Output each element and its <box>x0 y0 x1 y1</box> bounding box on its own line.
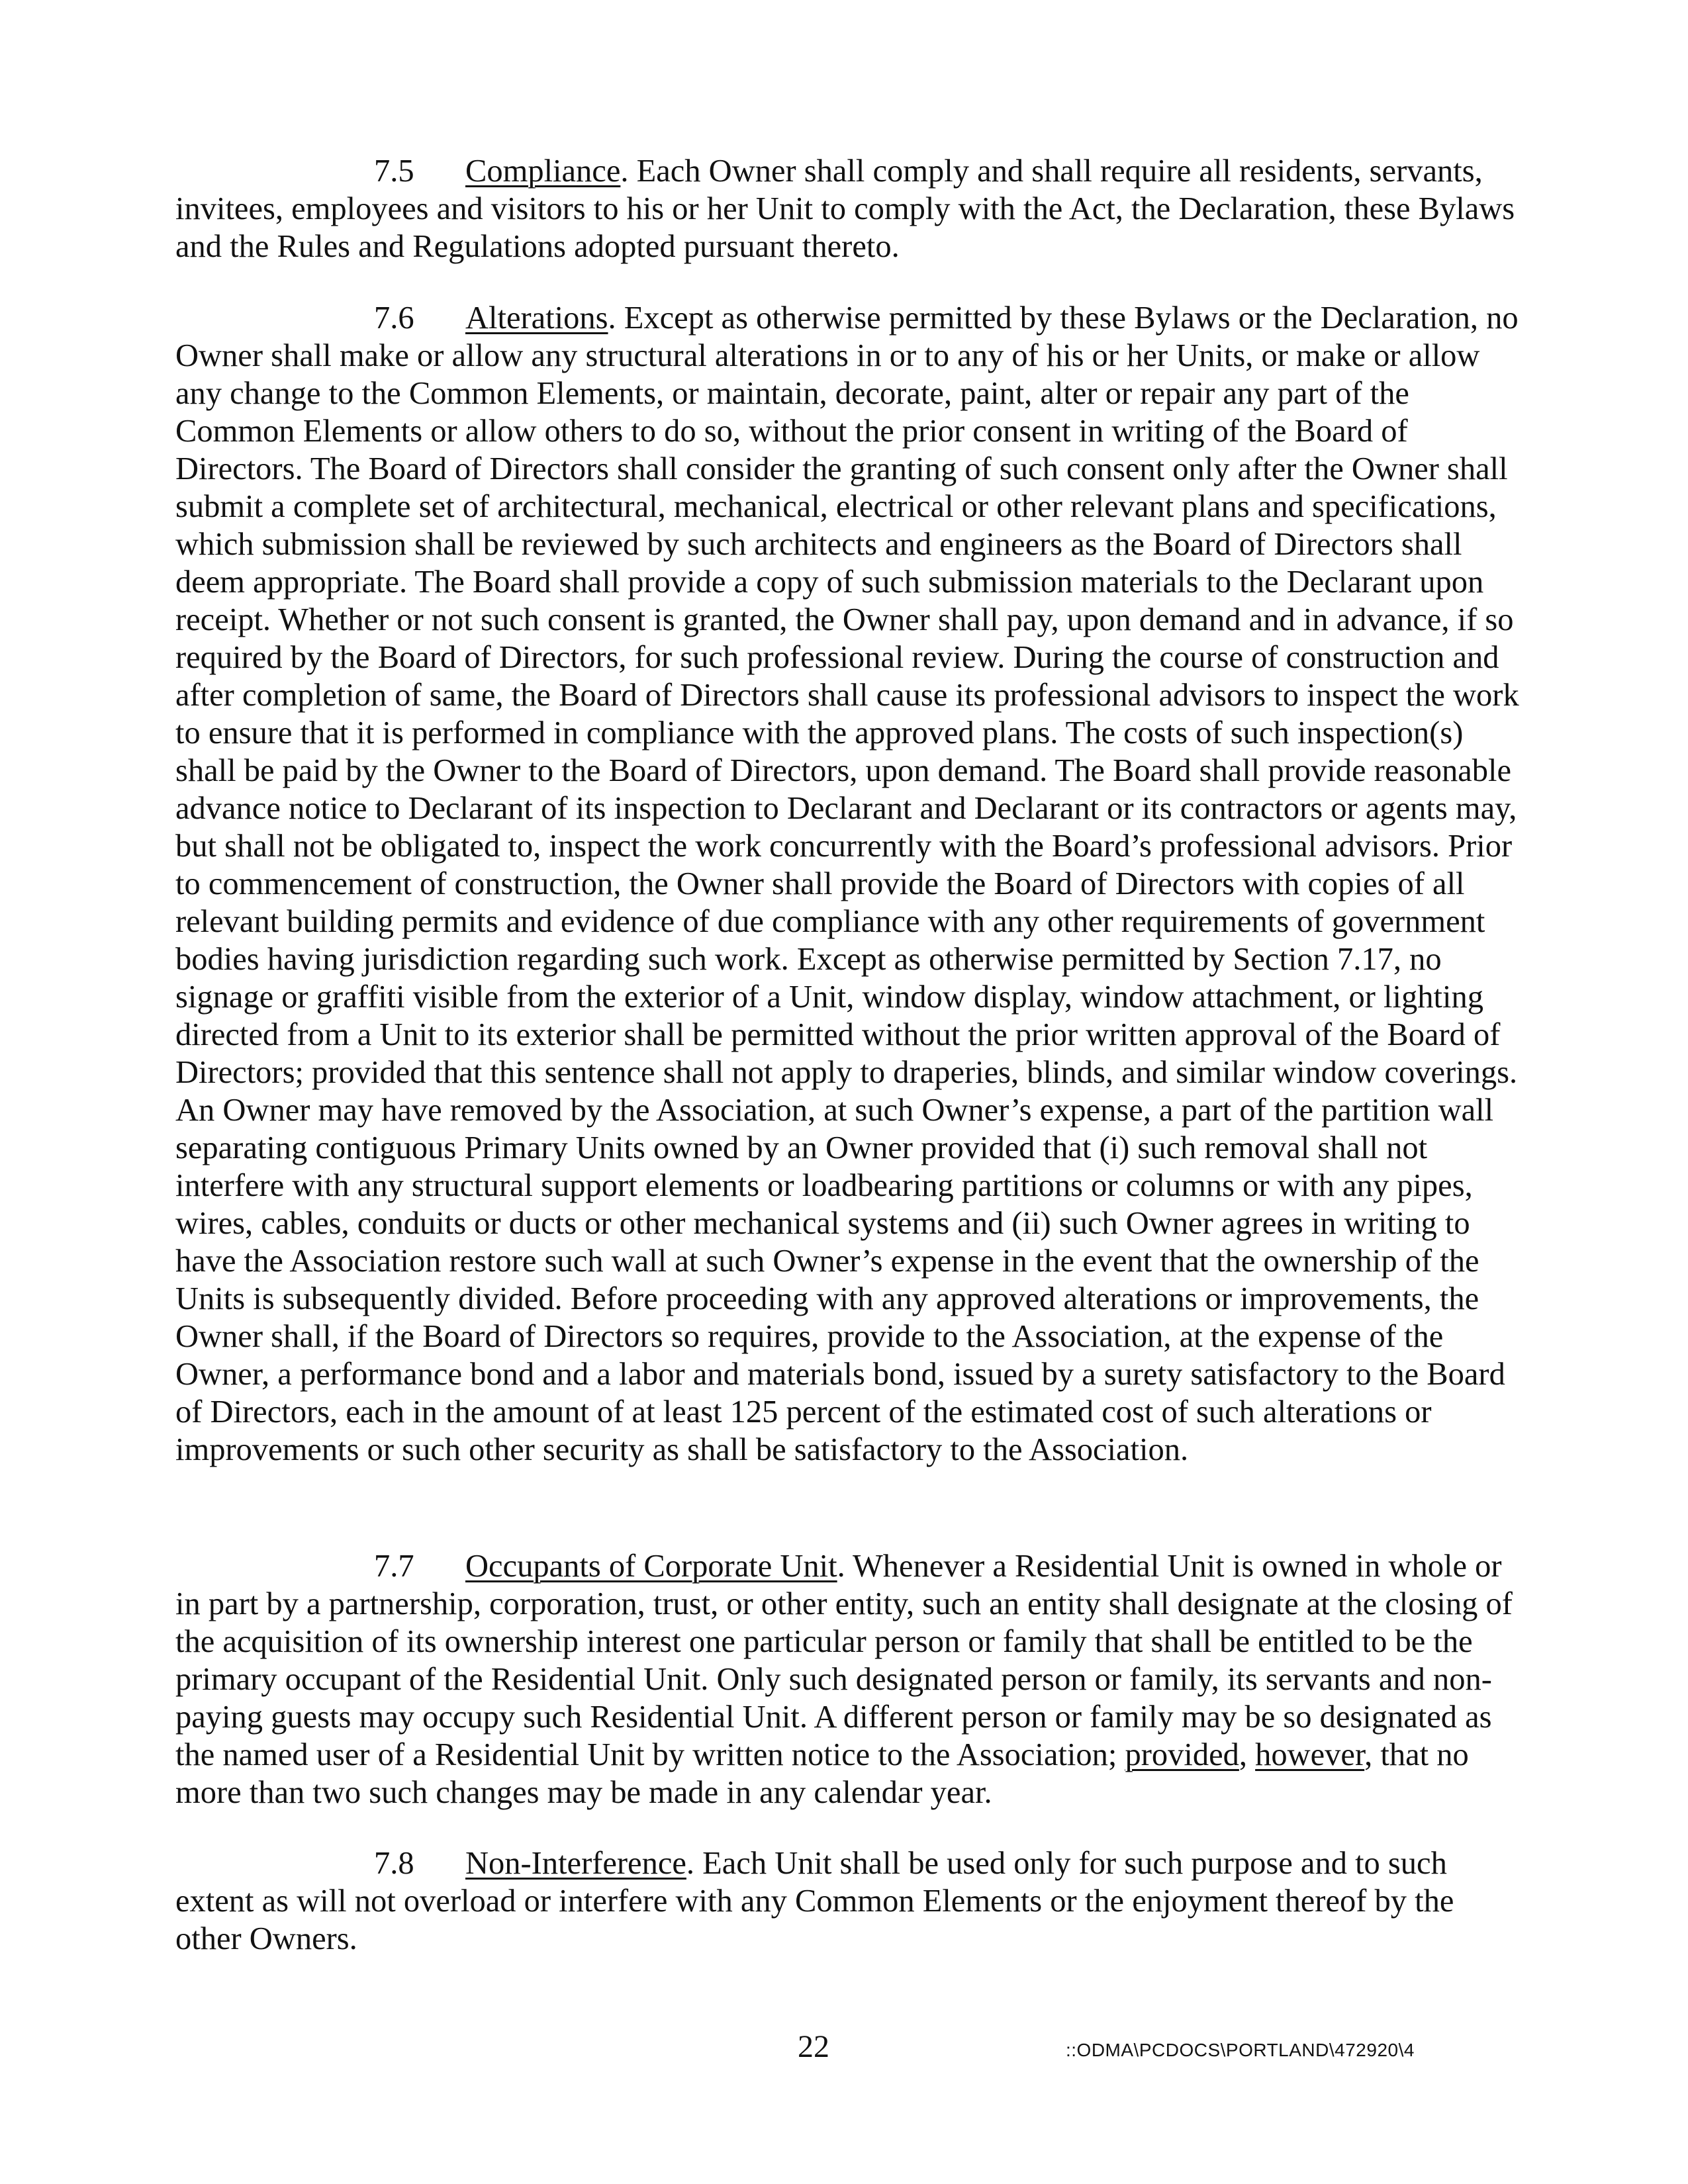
term-however: however <box>1255 1737 1365 1772</box>
section-7-6 <box>175 299 1526 1469</box>
section-text: . Each Owner shall comply and shall require all residents, servants, invitees, employees and visitors to his or her Unit to comply with the Act, the Declaration, these Bylaws and the Rules and Regulations adopted pursuant thereto. <box>175 154 1515 264</box>
section-number: 7.8 <box>374 1846 414 1881</box>
section-7-8 <box>175 1844 1526 1958</box>
section-number: 7.5 <box>374 154 414 189</box>
section-7-7 <box>175 1547 1526 1811</box>
section-text: . Except as otherwise permitted by these Bylaws or the Declaration, no Owner shall make or allow any structural alterations in or to any of his or her Units, or make or allow any change to the Common Elements, or maintain, decorate, paint, alter or repair any part of the Common Elements or allow others to do so, without the prior consent in writing of the Board of Directors. The Board of Directors shall consider the granting of such consent only after the Owner shall submit a complete set of architectural, mechanical, electrical or other relevant plans and specifications, which submission shall be reviewed by such architects and engineers as the Board of Directors shall deem appropriate. The Board shall provide a copy of such submission materials to the Declarant upon receipt. Whether or not such consent is granted, the Owner shall pay, upon demand and in advance, if so required by the Board of Directors, for such professional review. During the course of construction and after completion of same, the Board of Directors shall cause its professional advisors to inspect the work to ensure that it is performed in compliance with the approved plans. The costs of such inspection(s) shall be paid by the Owner to the Board of Directors, upon demand. The Board shall provide reasonable advance notice to Declarant of its inspection to Declarant and Declarant or its contractors or agents may, but shall not be obligated to, inspect the work concurrently with the Board’s professional advisors. Prior to commencement of construction, the Owner shall provide the Board of Directors with copies of all relevant building permits and evidence of due compliance with any other requirements of government bodies having jurisdiction regarding such work. Except as otherwise permitted by Section 7.17, no signage or graffiti visible from the exterior of a Unit, window display, window attachment, or lighting directed from a Unit to its exterior shall be permitted without the prior written approval of the Board of Directors; provided that this sentence shall not apply to draperies, blinds, and similar window coverings. An Owner may have removed by the Association, at such Owner’s expense, a part of the partition wall separating contiguous Primary Units owned by an Owner provided that (i) such removal shall not interfere with any structural support elements or loadbearing partitions or columns or with any pipes, wires, cables, conduits or ducts or other mechanical systems and (ii) such Owner agrees in writing to have the Association restore such wall at such Owner’s expense in the event that the ownership of the Units is subsequently divided. Before proceeding with any approved alterations or improvements, the Owner shall, if the Board of Directors so requires, provide to the Association, at the expense of the Owner, a performance bond and a labor and materials bond, issued by a surety satisfactory to the Board of Directors, each in the amount of at least 125 percent of the estimated cost of such alterations or improvements or such other security as shall be satisfactory to the Association. <box>175 300 1519 1467</box>
section-7-5 <box>175 152 1526 265</box>
section-heading: Occupants of Corporate Unit <box>465 1549 837 1584</box>
section-text: . Whenever a Residential Unit is owned in whole or in part by a partnership, corporation, trust, or other entity, such an entity shall designate at the closing of the acquisition of its ownership interest one particular person or family that shall be entitled to be the primary occupant of the Residential Unit. Only such designated person or family, its servants and non-paying guests may occupy such Residential Unit. A different person or family may be so designated as the named user of a Residential Unit by written notice to the Association; <box>175 1549 1513 1772</box>
page-number: 22 <box>798 2029 829 2064</box>
section-heading: Compliance <box>465 154 621 189</box>
term-provided: provided <box>1125 1737 1239 1772</box>
section-number: 7.7 <box>374 1549 414 1584</box>
section-text-end: , that no more than two such changes may be made in any calendar year. <box>175 1737 1469 1810</box>
comma: , <box>1239 1737 1256 1772</box>
section-text: . Each Unit shall be used only for such purpose and to such extent as will not overload or interfere with any Common Elements or the enjoyment thereof by the other Owners. <box>175 1846 1454 1956</box>
section-heading: Non-Interference <box>465 1846 686 1881</box>
section-number: 7.6 <box>374 300 414 336</box>
document-id: ::ODMA\PCDOCS\PORTLAND\472920\4 <box>1066 2040 1415 2060</box>
paragraph-alterations <box>175 299 1526 1469</box>
section-heading: Alterations <box>465 300 608 336</box>
paragraph-non-interference <box>175 1844 1526 1958</box>
paragraph-occupants <box>175 1547 1526 1811</box>
paragraph-compliance <box>175 152 1526 265</box>
